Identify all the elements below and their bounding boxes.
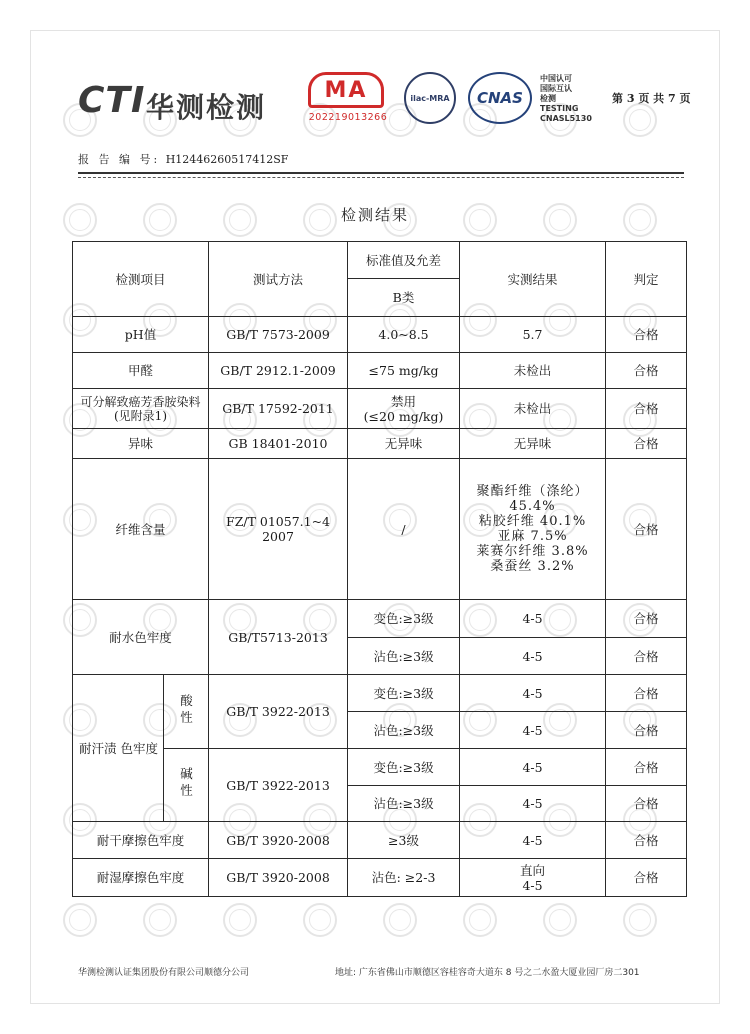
ilac-mra-logo: ilac-MRA (404, 72, 456, 124)
row-standard: 4.0~8.5 (348, 317, 460, 353)
header-method: 测试方法 (209, 242, 348, 317)
row-judgement: 合格 (606, 429, 687, 459)
table-row (73, 317, 687, 353)
fiber-line: 亚麻 7.5% (497, 529, 568, 544)
table-row (73, 389, 687, 429)
fiber-line: 45.4% (509, 499, 556, 514)
row-item: 耐湿摩擦色牢度 (73, 859, 209, 897)
header-standard: 标准值及允差 (348, 242, 460, 279)
row-method: GB/T 17592-2011 (209, 389, 348, 429)
row-judgement: 合格 (606, 638, 687, 675)
row-result: 4-5 (460, 786, 606, 822)
table-row (73, 429, 687, 459)
row-result: 4-5 (460, 749, 606, 786)
row-item: 耐水色牢度 (73, 600, 209, 675)
table-row (73, 675, 687, 712)
acid-label: 酸性 (178, 693, 194, 727)
report-number-label: 报 告 编 号: (78, 153, 161, 166)
row-standard: ≥3级 (348, 822, 460, 859)
row-judgement: 合格 (606, 317, 687, 353)
row-judgement: 合格 (606, 712, 687, 749)
row-item: 异味 (73, 429, 209, 459)
acid-label-cell (164, 675, 209, 749)
footer-address: 地址: 广东省佛山市顺德区容桂容奇大道东 8 号之二水盈大厦业园厂房二301 (335, 968, 640, 978)
cnas-line: 检测 (540, 94, 556, 103)
cnas-accreditation-text (540, 74, 610, 124)
row-judgement: 合格 (606, 389, 687, 429)
row-method: GB/T 2912.1-2009 (209, 353, 348, 389)
row-result: 4-5 (460, 712, 606, 749)
row-result: 未检出 (460, 389, 606, 429)
cma-number: 202219013266 (308, 112, 388, 123)
cnas-line: TESTING (540, 104, 579, 113)
report-number (78, 151, 288, 167)
header-rule (78, 172, 684, 174)
row-standard: 沾色:≥3级 (348, 638, 460, 675)
cnas-logo: CNAS (468, 72, 532, 124)
row-item: 耐汗渍 色牢度 (73, 675, 164, 822)
row-result: 无异味 (460, 429, 606, 459)
row-item: pH值 (73, 317, 209, 353)
footer-company: 华测检测认证集团股份有限公司顺德分公司 (78, 968, 250, 978)
row-standard: 变色:≥3级 (348, 600, 460, 638)
row-method: GB 18401-2010 (209, 429, 348, 459)
row-standard: 无异味 (348, 429, 460, 459)
header-row (73, 242, 687, 279)
table-row (73, 353, 687, 389)
company-logo-name: 华测检测 (146, 91, 267, 124)
row-method: GB/T 3922-2013 (209, 675, 348, 749)
row-method: GB/T5713-2013 (209, 600, 348, 675)
row-judgement: 合格 (606, 786, 687, 822)
row-result: 5.7 (460, 317, 606, 353)
row-judgement: 合格 (606, 459, 687, 600)
fiber-line: 粘胶纤维 40.1% (478, 514, 587, 529)
row-result: 未检出 (460, 353, 606, 389)
row-judgement: 合格 (606, 353, 687, 389)
results-table (72, 241, 687, 897)
row-result: 4-5 (460, 638, 606, 675)
cnas-line: 国际互认 (540, 84, 572, 93)
row-standard: / (348, 459, 460, 600)
header-item: 检测项目 (73, 242, 209, 317)
table-row (73, 859, 687, 897)
table-row (73, 749, 687, 786)
cti-logo (78, 80, 145, 121)
row-standard: 沾色:≥3级 (348, 712, 460, 749)
row-method: FZ/T 01057.1~4 2007 (209, 459, 348, 600)
alkali-label-cell (164, 749, 209, 822)
row-item: 可分解致癌芳香胺染料(见附录1) (73, 389, 209, 429)
row-method: GB/T 7573-2009 (209, 317, 348, 353)
row-judgement: 合格 (606, 859, 687, 897)
row-standard: 变色:≥3级 (348, 675, 460, 712)
row-standard: 沾色: ≥2-3 (348, 859, 460, 897)
row-result: 4-5 (460, 600, 606, 638)
fiber-results (460, 459, 606, 600)
fiber-line: 聚酯纤维（涤纶） (476, 484, 589, 499)
row-result: 4-5 (460, 675, 606, 712)
row-method: GB/T 3920-2008 (209, 859, 348, 897)
header-judgement: 判定 (606, 242, 687, 317)
table-row (73, 459, 687, 600)
row-judgement: 合格 (606, 600, 687, 638)
row-standard: 变色:≥3级 (348, 749, 460, 786)
cti-logo-text: CTI (78, 80, 146, 121)
page-indicator: 第 3 页 共 7 页 (612, 92, 691, 105)
header-rule-dashed (78, 177, 684, 178)
report-header (78, 70, 691, 140)
row-item: 纤维含量 (73, 459, 209, 600)
row-standard: 禁用 (≤20 mg/kg) (348, 389, 460, 429)
header-standard-sub: B类 (348, 279, 460, 317)
cma-logo (306, 70, 390, 130)
row-item: 耐干摩擦色牢度 (73, 822, 209, 859)
fiber-line: 莱赛尔纤维 3.8% (476, 544, 589, 559)
row-judgement: 合格 (606, 675, 687, 712)
table-row (73, 822, 687, 859)
report-number-value: H12446260517412SF (165, 153, 289, 166)
row-method: GB/T 3922-2013 (209, 749, 348, 822)
row-standard: 沾色:≥3级 (348, 786, 460, 822)
row-result: 4-5 (460, 822, 606, 859)
row-item: 甲醛 (73, 353, 209, 389)
row-result: 直向 4-5 (460, 859, 606, 897)
row-judgement: 合格 (606, 822, 687, 859)
row-standard: ≤75 mg/kg (348, 353, 460, 389)
cnas-line: 中国认可 (540, 74, 572, 83)
alkali-label: 碱性 (178, 767, 194, 800)
table-row (73, 600, 687, 638)
row-method: GB/T 3920-2008 (209, 822, 348, 859)
fiber-line: 桑蚕丝 3.2% (490, 559, 575, 574)
cma-mark: MA (308, 72, 384, 108)
cnas-line: CNASL5130 (540, 114, 592, 123)
header-result: 实测结果 (460, 242, 606, 317)
row-judgement: 合格 (606, 749, 687, 786)
table-title: 检测结果 (340, 206, 409, 224)
